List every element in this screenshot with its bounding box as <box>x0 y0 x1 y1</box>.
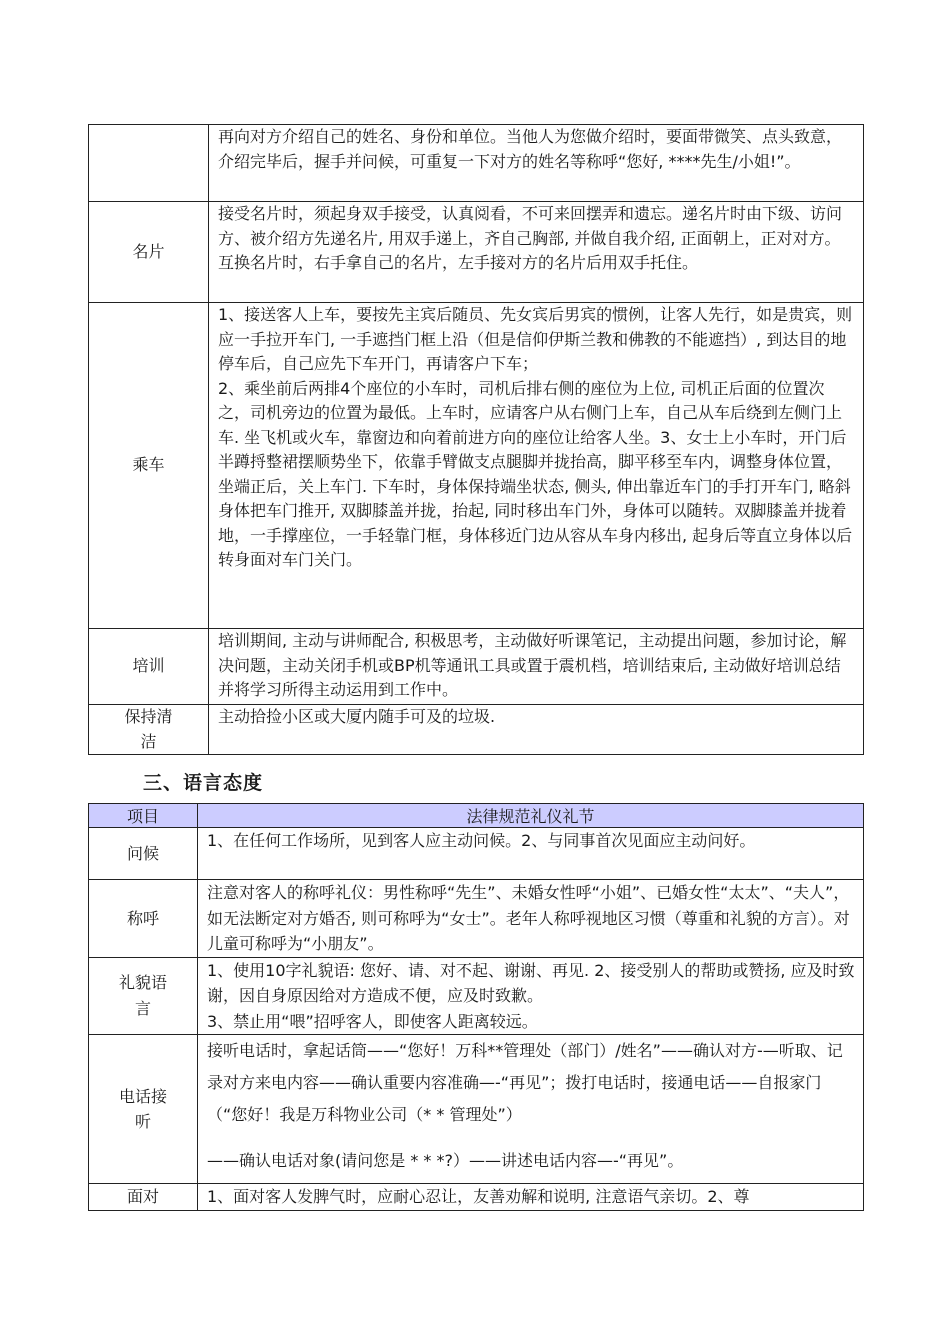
header-item: 项目 <box>89 804 198 828</box>
table-row <box>89 1184 864 1211</box>
table-header <box>89 804 864 828</box>
row-content <box>198 1035 864 1184</box>
table-row <box>89 880 864 958</box>
row-content <box>198 957 864 1035</box>
row-content: 注意对客人的称呼礼仪：男性称呼“先生”、未婚女性呼“小姐”、已婚女性“太太”、“夫人”，如无法断定对方婚否, 则可称呼为“女士”。老年人称呼视地区习惯（尊重和礼貌的方言）。对儿童可称呼为“小朋友”。 <box>198 880 864 958</box>
row-content: 主动拾捡小区或大厦内随手可及的垃圾. <box>209 705 864 755</box>
row-label: 名片 <box>89 202 209 303</box>
etiquette-table <box>88 124 864 755</box>
table-row <box>89 957 864 1035</box>
row-content: 1、在任何工作场所，见到客人应主动问候。2、与同事首次见面应主动问好。 <box>198 828 864 880</box>
table-row <box>89 705 864 755</box>
row-content: 再向对方介绍自己的姓名、身份和单位。当他人为您做介绍时，要面带微笑、点头致意，介绍完毕后，握手并问候，可重复一下对方的姓名等称呼“您好, ****先生/小姐!”。 <box>209 125 864 202</box>
row-label <box>89 125 209 202</box>
row-label: 培训 <box>89 629 209 705</box>
row-label: 面对 <box>89 1184 198 1211</box>
table-row <box>89 125 864 202</box>
paragraph: 1、接送客人上车，要按先主宾后随员、先女宾后男宾的惯例，让客人先行，如是贵宾，则应一手拉开车门, 一手遮挡门框上沿（但是信仰伊斯兰教和佛教的不能遮挡）, 到达目的地停车后，自己应先下车开门，再请客户下车； <box>218 305 853 373</box>
row-label: 电话接听 <box>89 1035 198 1184</box>
language-attitude-table <box>88 803 864 1211</box>
table-row <box>89 303 864 629</box>
row-label: 乘车 <box>89 303 209 629</box>
paragraph: 接听电话时，拿起话筒——“您好！万科**管理处（部门）/姓名”——确认对方-—听取、记录对方来电内容——确认重要内容准确—-“再见”；拨打电话时，接通电话——自报家门（“您好！我是万科物业公司（* * 管理处”） <box>207 1041 843 1124</box>
section-title: 三、语言态度 <box>143 772 264 794</box>
row-label: 保持清洁 <box>89 705 209 755</box>
row-content <box>209 303 864 629</box>
paragraph: 3、禁止用“喂”招呼客人，即使客人距离较远。 <box>207 1011 538 1031</box>
row-label: 问候 <box>89 828 198 880</box>
table-row <box>89 629 864 705</box>
table-row <box>89 828 864 880</box>
paragraph: ——确认电话对象(请问您是 * * *?）——讲述电话内容—-“再见”。 <box>207 1151 684 1170</box>
table-row <box>89 1035 864 1184</box>
header-etiquette: 法律规范礼仪礼节 <box>198 804 864 828</box>
row-content: 培训期间, 主动与讲师配合, 积极思考，主动做好听课笔记，主动提出问题，参加讨论，解决问题，主动关闭手机或BP机等通讯工具或置于震机档，培训结束后, 主动做好培训总结并将学习所得主动运用到工作中。 <box>209 629 864 705</box>
paragraph: 1、使用10字礼貌语: 您好、请、对不起、谢谢、再见. 2、接受别人的帮助或赞扬, 应及时致谢，因自身原因给对方造成不便，应及时致歉。 <box>207 960 855 1005</box>
row-label: 礼貌语言 <box>89 957 198 1035</box>
table-row <box>89 202 864 303</box>
spacer <box>207 1131 855 1145</box>
paragraph: 2、乘坐前后两排4个座位的小车时，司机后排右侧的座位为上位, 司机正后面的位置次之，司机旁边的位置为最低。上车时，应请客户从右侧门上车，自己从车后绕到左侧门上车. 坐飞机或火车，靠窗边和向着前进方向的座位让给客人坐。3、女士上小车时，开门后半蹲捋整裙摆顺势坐下，依靠手臂做支点腿脚并拢抬高，脚平移至车内，调整身体位置，坐端正后，关上车门. 下车时，身体保持端坐状态, 侧头, 伸出靠近车门的手打开车门, 略斜身体把车门推开, 双脚膝盖并拢，抬起, 同时移出车门外，身体可以随转。双脚膝盖并拢着地，一手撑座位，一手轻靠门框，身体移近门边从容从车身内移出, 起身后等直立身体以后转身面对车门关门。 <box>218 378 853 569</box>
row-content: 1、面对客人发脾气时，应耐心忍让，友善劝解和说明, 注意语气亲切。2、尊 <box>198 1184 864 1211</box>
row-label: 称呼 <box>89 880 198 958</box>
row-content: 接受名片时，须起身双手接受，认真阅看，不可来回摆弄和遗忘。递名片时由下级、访问方、被介绍方先递名片, 用双手递上，齐自己胸部, 并做自我介绍, 正面朝上，正对对方。互换名片时，右手拿自己的名片，左手接对方的名片后用双手托住。 <box>209 202 864 303</box>
